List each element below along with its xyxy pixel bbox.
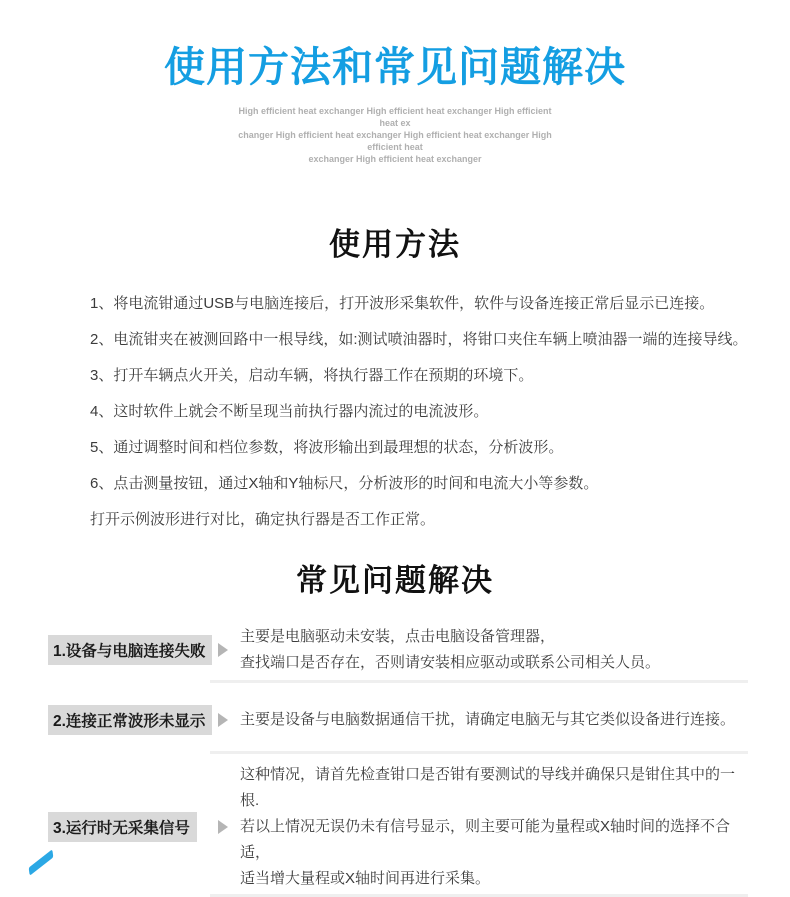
watermark [230,105,560,165]
watermark-line: exchanger High efficient heat exchanger [308,154,482,164]
faq-item [48,705,748,735]
usage-step: 3、打开车辆点火开关，启动车辆，将执行器工作在预期的环境下。 [90,367,534,384]
faq-question-label: 3.运行时无采集信号 [48,812,197,842]
usage-step: 6、点击测量按钮，通过X轴和Y轴标尺，分析波形的时间和电流大小等参数。 [90,475,599,492]
faq-question-label: 1.设备与电脑连接失败 [48,635,212,665]
faq-answer [240,624,748,676]
usage-step: 2、电流钳夹在被测回路中一根导线，如:测试喷油器时，将钳口夹住车辆上喷油器一端的连接导线。 [90,331,748,348]
page-title: 使用方法和常见问题解决 [164,44,626,90]
watermark-line: changer High efficient heat exchanger High efficient heat exchanger High efficient heat [238,130,552,152]
faq-answer [240,762,748,892]
divider [210,680,748,683]
usage-step: 5、通过调整时间和档位参数，将波形输出到最理想的状态，分析波形。 [90,439,564,456]
faq-answer-line: 这种情况，请首先检查钳口是否钳有要测试的导线并确保只是钳住其中的一根. [240,766,736,809]
arrow-right-icon [218,820,228,834]
faq-answer-line: 适当增大量程或X轴时间再进行采集。 [240,870,491,887]
watermark-line: High efficient heat exchanger High efficient heat exchanger High efficient heat ex [238,106,552,128]
usage-step: 4、这时软件上就会不断呈现当前执行器内流过的电流波形。 [90,403,489,420]
faq-list [0,624,790,897]
faq-answer-line: 主要是电脑驱动未安装，点击电脑设备管理器， [240,628,556,645]
arrow-right-icon [218,713,228,727]
faq-answer-line: 若以上情况无误仍未有信号显示，则主要可能为量程或X轴时间的选择不合适， [240,818,731,861]
usage-steps-list [0,292,790,529]
faq-section-heading: 常见问题解决 [296,563,494,598]
arrow-right-icon [218,643,228,657]
faq-label-column [48,635,210,665]
faq-label-column [48,812,210,842]
faq-answer-line: 查找端口是否存在，否则请安装相应驱动或联系公司相关人员。 [240,654,661,671]
faq-item [48,624,748,676]
faq-item [48,762,748,892]
usage-step: 1、将电流钳通过USB与电脑连接后，打开波形采集软件，软件与设备连接正常后显示已连接。 [90,295,715,312]
faq-question-label: 2.连接正常波形未显示 [48,705,212,735]
usage-step: 打开示例波形进行对比，确定执行器是否工作正常。 [90,511,436,528]
faq-label-column [48,705,210,735]
faq-answer-line: 主要是设备与电脑数据通信干扰，请确定电脑无与其它类似设备进行连接。 [240,711,736,728]
divider [210,751,748,754]
faq-answer [240,707,748,733]
usage-section-heading: 使用方法 [329,227,461,262]
